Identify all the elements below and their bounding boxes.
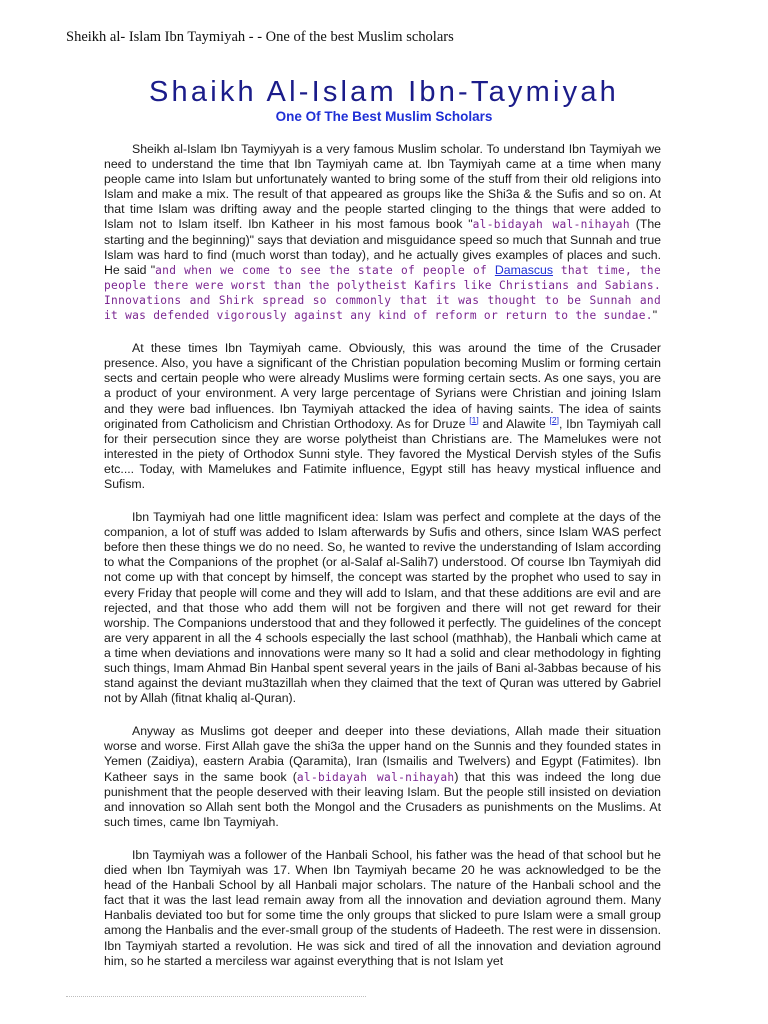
p2-text-b: and Alawite (478, 416, 550, 431)
p1-text-a: Sheikh al-Islam Ibn Taymiyyah is a very famous Muslim scholar. To understand Ibn Taymiyah we need to understand the time that Ibn Taymiyah came at. Ibn Taymiyah came at a time when many people came into Islam but unfortunately wanted to bring some of the stuff from their old religions into Islam and make a mix. The result of that appeared as groups like the Shi3a & the Sufis and so on. At that time Islam was drifting away and the people started clinging to the things that were added to Islam not to Islam itself. Ibn Katheer in his most famous book " (104, 142, 661, 232)
damascus-link[interactable]: Damascus (494, 262, 553, 277)
p2-text-c: , Ibn Taymiyah call for their persecution since they are worse polytheist than Christians are. The Mamelukes were not interested in the piety of Orthodox Sunni style. They favored the Mystical Dervish styles of the Sufis etc.... Today, with Mamelukes and Fatimite influence, Egypt still has heavy mystical influence and Sufism. (104, 416, 661, 491)
running-header: Sheikh al- Islam Ibn Taymiyah - - One of the best Muslim scholars (66, 29, 454, 45)
paragraph-3: Ibn Taymiyah had one little magnificent idea: Islam was perfect and complete at the days of the companion, a lot of stuff was added to Islam afterwards by Sufis and others, since Islam WAS perfect before then these things we do no need. So, he wanted to revive the understanding of Islam according to what the Companions of the prophet (or al-Salaf al-Salih7) understood. Of course Ibn Taymiyah did not come up with that concept by himself, the concept was started by the prophet who used to say in every Friday that people will come and they will add to Islam, and that these additions are evil and are rejected, and that those who add them will not be forgiven and there will not get reward for their worship. The Companions understood that and they followed it perfectly. The guidelines of the concept are very apparent in all the 4 schools especially the last school (mathhab), the Hanbali which came at a time when deviations and innovations were many so It had a solid and clear methodology in fighting such things, Imam Ahmad Bin Hanbal spent several years in the jails of Bani al-3abbas because of his stand against the deviant mu3tazillah when they claimed that the text of Quran was uttered by Gabriel not by Allah (fitnat khaliq al-Quran). (104, 510, 661, 706)
p2-text-a: At these times Ibn Taymiyah came. Obviously, this was around the time of the Crusader presence. Also, you have a significant of the Christian population becoming Muslim or forming certain sects and certain people who were already Muslims were forming certain sects. As one says, you are a product of your environment. A very large percentage of Syrians were Christian and joining Islam and they were bad influences. Ibn Taymiyah attacked the idea of having saints. The idea of saints originated from Catholicism and Christian Orthodoxy. As for Druze (104, 341, 661, 431)
paragraph-5: Ibn Taymiyah was a follower of the Hanbali School, his father was the head of that school but he died when Ibn Taymiyah was 17. When Ibn Taymiyah became 20 he was acknowledged to be the head of the Hanbali School by all Hanbali major scholars. The nature of the Hanbali school and the fact that it was the last lead remain away from all the innovation and deviation aground them. Many Hanbalis deviated too but for some time the only groups that slicked to pure Islam were a small group among the Hanbalis and the ever-small group of the students of Hadeeth. The rest were in dissension. Ibn Taymiyah started a revolution. He was sick and tired of all the innovation and deviation aground him, so he started a merciless war against everything that is not Islam yet (104, 847, 661, 968)
quote-part-2: that time, the people there were worst than the polytheist Kafirs like Christians and Sabians. Innovations and Shirk spread so commonly that it was thought to be Sunnah and it was defended vigorously against any kind of reform or return to the sundae. (104, 263, 661, 323)
p4-text-a: Anyway as Muslims got deeper and deeper into these deviations, Allah made their situation worse and worse. First Allah gave the shi3a the upper hand on the Sunnis and they founded states in Yemen (Zaidiya), eastern Arabia (Qaramita), Iran (Ismailis and Twelvers) and Egypt (Fatimites). Ibn Katheer says in the same book ( (104, 724, 661, 784)
page-title: Shaikh Al-Islam Ibn-Taymiyah (149, 76, 619, 108)
book-title-quote: al-bidayah wal-nihayah (472, 218, 630, 232)
footnote-link-2[interactable]: [2] (549, 414, 559, 425)
book-title-quote-2: al-bidayah wal-nihayah (296, 770, 455, 784)
paragraph-4 (104, 724, 661, 830)
footnote-link-1[interactable]: [1] (469, 414, 479, 425)
paragraph-1 (104, 142, 661, 323)
page-subtitle: One Of The Best Muslim Scholars (275, 109, 493, 124)
article-body (104, 142, 661, 987)
quote-part-1: and when we come to see the state of people of (155, 263, 495, 277)
paragraph-2 (104, 341, 661, 492)
footer-divider (66, 996, 366, 1001)
p4-text-b: ) that this was indeed the long due punishment that the people deserved with their leaving Islam. But the people still insisted on deviation and innovation so Allah sent both the Mongol and the Crusaders as punishments on the Muslims. At such times, came Ibn Taymiyah. (104, 769, 662, 829)
p1-text-c: " (652, 308, 658, 323)
p1-text-b: (The starting and the beginning)" says that deviation and misguidance speed so much that Sunnah and true Islam was hard to find (much worst than today), and he actually gives examples of places and such. He said " (104, 217, 662, 277)
